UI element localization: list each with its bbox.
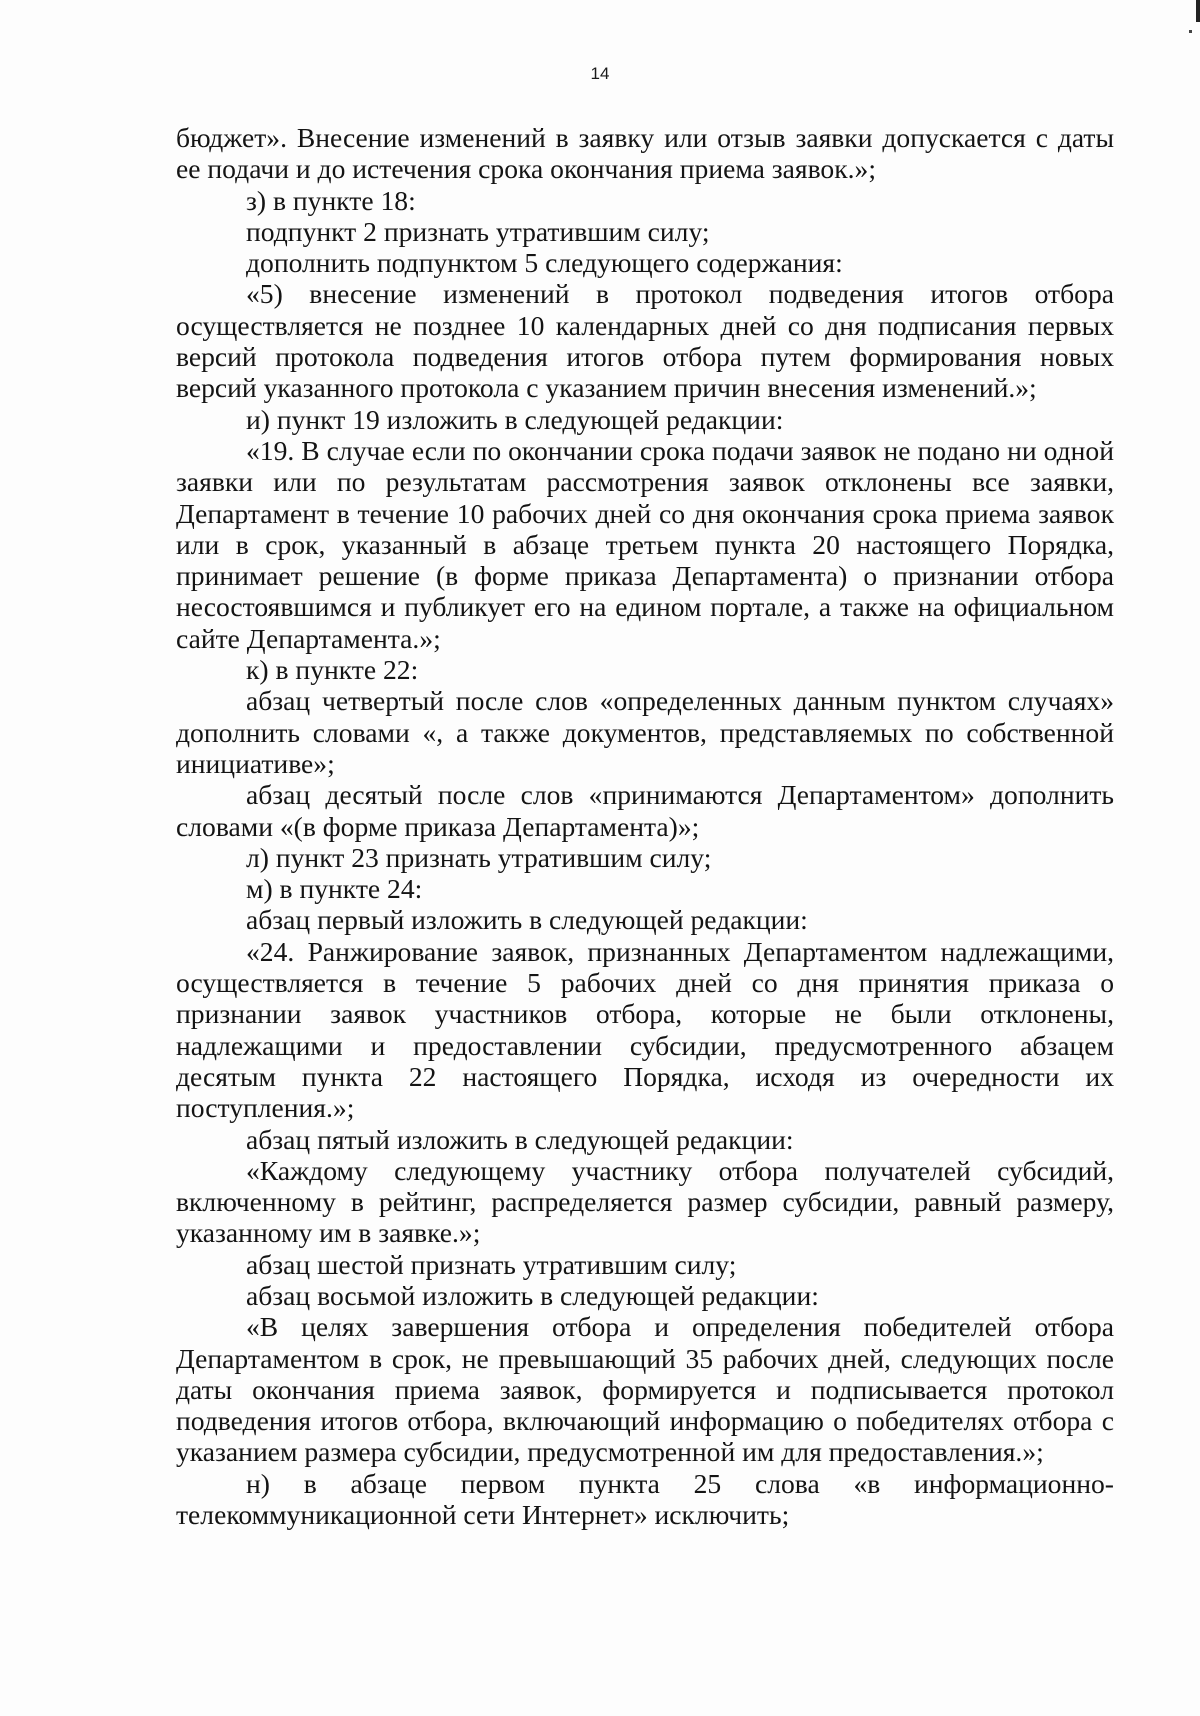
paragraph-item-z: з) в пункте 18: (246, 184, 416, 216)
page-number: 14 (590, 64, 610, 83)
paragraph-item-l: л) пункт 23 признать утратившим силу; (246, 841, 712, 873)
paragraph-item-m: м) в пункте 24: (246, 873, 423, 905)
document-body (176, 122, 1114, 1530)
paragraph: абзац первый изложить в следующей редакции: (246, 904, 808, 936)
paragraph: абзац четвертый после слов «определенных данным пунктом случаях» дополнить словами «, а также документов, представляемых по собственной инициативе»; (176, 685, 1114, 779)
paragraph: абзац шестой признать утратившим силу; (246, 1248, 737, 1280)
paragraph: абзац восьмой изложить в следующей редакции: (246, 1279, 819, 1311)
paragraph: абзац пятый изложить в следующей редакции: (246, 1123, 794, 1155)
paragraph: подпункт 2 признать утратившим силу; (246, 215, 710, 247)
scan-edge-mark (1196, 0, 1200, 22)
paragraph-continuation: бюджет». Внесение изменений в заявку или отзыв заявки допускается с даты ее подачи и до истечения срока окончания приема заявок.»; (176, 122, 1114, 185)
paragraph-quote: «5) внесение изменений в протокол подведения итогов отбора осуществляется не позднее 10 календарных дней со дня подписания первых версий протокола подведения итогов отбора путем формирования новых версий указанного протокола с указанием причин внесения изменений.»; (176, 278, 1114, 404)
paragraph-quote: «19. В случае если по окончании срока подачи заявок не подано ни одной заявки или по результатам рассмотрения заявок отклонены все заявки, Департамент в течение 10 рабочих дней со дня окончания срока приема заявок или в срок, указанный в абзаце третьем пункта 20 настоящего Порядка, принимает решение (в форме приказа Департамента) о признании отбора несостоявшимся и публикует его на едином портале, а также на официальном сайте Департамента.»; (176, 434, 1114, 654)
paragraph-quote: «В целях завершения отбора и определения победителей отбора Департаментом в срок, не превышающий 35 рабочих дней, следующих после даты окончания приема заявок, формируется и подписывается протокол подведения итогов отбора, включающий информацию о победителях отбора с указанием размера субсидии, предусмотренной им для предоставления.»; (176, 1311, 1114, 1468)
scan-dot-mark (1189, 30, 1192, 33)
paragraph-quote: «24. Ранжирование заявок, признанных Департаментом надлежащими, осуществляется в течение 5 рабочих дней со дня принятия приказа о признании заявок участников отбора, которые не были отклонены, надлежащими и предоставлении субсидии, предусмотренного абзацем десятым пункта 22 настоящего Порядка, исходя из очередности их поступления.»; (176, 935, 1114, 1124)
paragraph-item-n: н) в абзаце первом пункта 25 слова «в информационно-телекоммуникационной сети Интернет» исключить; (176, 1467, 1114, 1531)
paragraph: абзац десятый после слов «принимаются Департаментом» дополнить словами «(в форме приказа Департамента)»; (176, 779, 1114, 842)
paragraph-quote: «Каждому следующему участнику отбора получателей субсидий, включенному в рейтинг, распределяется размер субсидии, равный размеру, указанному им в заявке.»; (176, 1154, 1114, 1249)
paragraph-item-i: и) пункт 19 изложить в следующей редакции: (246, 403, 784, 435)
paragraph: дополнить подпунктом 5 следующего содержания: (246, 247, 843, 279)
paragraph-item-k: к) в пункте 22: (246, 654, 419, 686)
